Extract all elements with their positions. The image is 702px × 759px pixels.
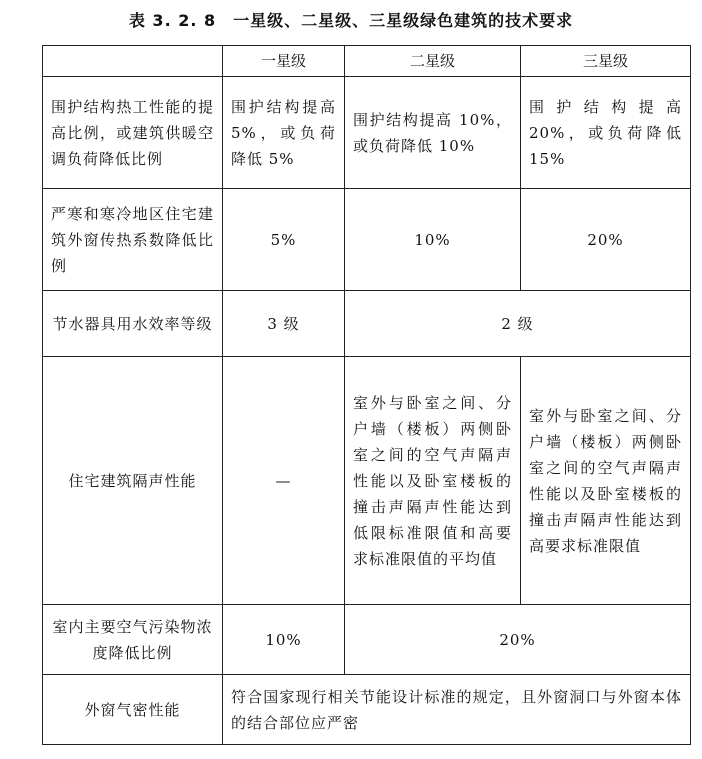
header-two-star: 二星级 [345, 46, 521, 77]
one-star-value: — [223, 357, 345, 605]
one-star-value: 10% [223, 605, 345, 675]
three-star-value: 围护结构提高 20%，或负荷降低 15% [521, 77, 691, 189]
row-label: 节水器具用水效率等级 [43, 291, 223, 357]
two-three-star-value: 2 级 [345, 291, 691, 357]
table-row [43, 77, 691, 189]
two-star-value: 室外与卧室之间、分户墙（楼板）两侧卧室之间的空气声隔声性能以及卧室楼板的撞击声隔声性能达到低限标准限值和高要求标准限值的平均值 [345, 357, 521, 605]
row-label: 严寒和寒冷地区住宅建筑外窗传热系数降低比例 [43, 189, 223, 291]
one-star-value: 3 级 [223, 291, 345, 357]
one-star-value: 5% [223, 189, 345, 291]
all-levels-value: 符合国家现行相关节能设计标准的规定，且外窗洞口与外窗本体的结合部位应严密 [223, 675, 691, 745]
three-star-value: 室外与卧室之间、分户墙（楼板）两侧卧室之间的空气声隔声性能以及卧室楼板的撞击声隔声性能达到高要求标准限值 [521, 357, 691, 605]
three-star-value: 20% [521, 189, 691, 291]
table-row [43, 605, 691, 675]
row-label: 住宅建筑隔声性能 [43, 357, 223, 605]
header-three-star: 三星级 [521, 46, 691, 77]
table-row [43, 357, 691, 605]
requirements-table [42, 45, 691, 745]
table-row [43, 291, 691, 357]
two-star-value: 10% [345, 189, 521, 291]
row-label: 室内主要空气污染物浓度降低比例 [43, 605, 223, 675]
table-title: 表 3. 2. 8 一星级、二星级、三星级绿色建筑的技术要求 [128, 11, 574, 30]
row-label: 外窗气密性能 [43, 675, 223, 745]
header-blank-cell [43, 46, 223, 77]
two-star-value: 围护结构提高 10%，或负荷降低 10% [345, 77, 521, 189]
header-one-star: 一星级 [223, 46, 345, 77]
row-label: 围护结构热工性能的提高比例，或建筑供暖空调负荷降低比例 [43, 77, 223, 189]
table-row [43, 189, 691, 291]
one-star-value: 围护结构提高 5%，或负荷降低 5% [223, 77, 345, 189]
two-three-star-value: 20% [345, 605, 691, 675]
table-header-row [43, 46, 691, 77]
table-row [43, 675, 691, 745]
